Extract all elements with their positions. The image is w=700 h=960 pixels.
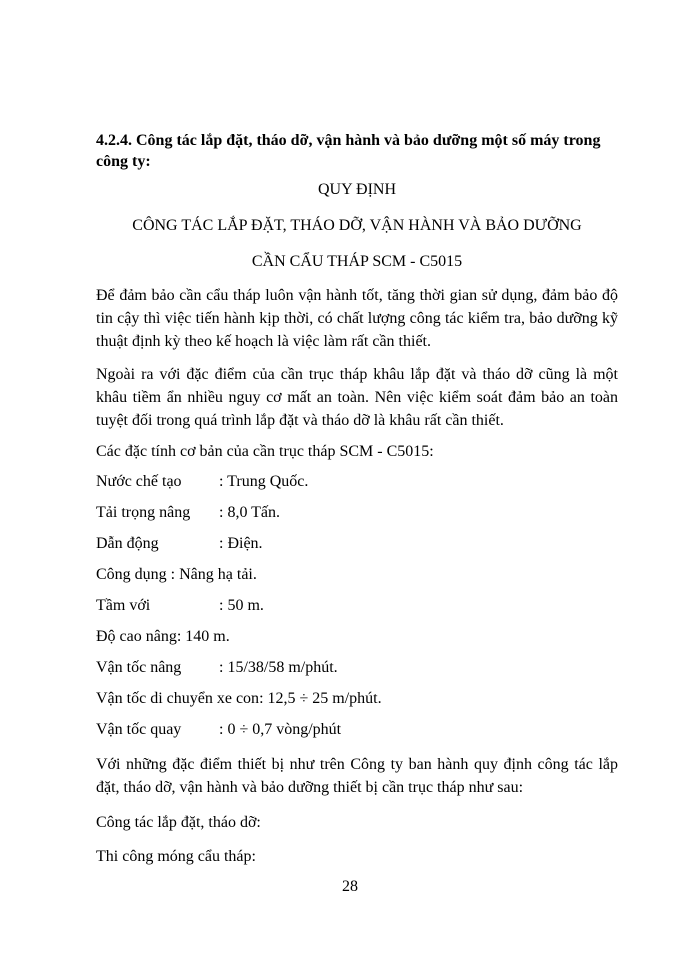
spec-label: Vận tốc quay	[96, 721, 182, 738]
paragraph-regulation: Với những đặc điểm thiết bị như trên Công ty ban hành quy định công tác lắp đặt, tháo dỡ, vận hành và bảo dưỡng thiết bị cần trục tháp như sau:	[96, 756, 618, 796]
paragraph-purpose: Để đảm bảo cần cẩu tháp luôn vận hành tốt, tăng thời gian sử dụng, đảm bảo độ tin cậy thì việc tiến hành kịp thời, có chất lượng công tác kiểm tra, bảo dưỡng kỹ thuật định kỳ theo kế hoạch là việc làm rất cần thiết.	[96, 287, 618, 350]
spec-label: Độ cao nâng	[96, 628, 177, 645]
spec-label: Nước chế tạo	[96, 473, 182, 490]
spec-row-height	[96, 627, 618, 658]
spec-value: : Nâng hạ tải.	[166, 566, 257, 583]
spec-label: Tải trọng nâng	[96, 504, 191, 521]
spec-value: : Trung Quốc.	[219, 473, 309, 490]
spec-row-reach	[96, 596, 618, 627]
spec-label: Dẫn động	[96, 535, 159, 552]
title-line-2: CÔNG TÁC LẮP ĐẶT, THÁO DỠ, VẬN HÀNH VÀ BẢO DƯỠNG	[132, 217, 582, 234]
spec-value: : 50 m.	[219, 597, 264, 614]
spec-value: : Điện.	[219, 535, 263, 552]
spec-value: : 140 m.	[176, 628, 230, 645]
spec-label: Công dụng	[96, 566, 167, 583]
section-heading: 4.2.4. Công tác lắp đặt, tháo dỡ, vận hành và bảo dưỡng một số máy trong công ty:	[96, 132, 601, 170]
title-line-3: CẦN CẨU THÁP SCM - C5015	[251, 253, 463, 270]
page-number: 28	[342, 878, 358, 895]
spec-row-trolley-speed	[96, 689, 618, 720]
spec-value: : 15/38/58 m/phút.	[219, 659, 338, 676]
spec-value: : 12,5 ÷ 25 m/phút.	[259, 690, 382, 707]
spec-label: Tầm với	[96, 597, 151, 614]
spec-row-drive	[96, 534, 618, 565]
title-line-1: QUY ĐỊNH	[317, 181, 397, 198]
spec-value: : 8,0 Tấn.	[219, 504, 281, 521]
spec-label: Vận tốc nâng	[96, 659, 182, 676]
document-page	[96, 130, 618, 875]
spec-row-lift-speed	[96, 658, 618, 689]
spec-label: Vận tốc di chuyển xe con	[96, 690, 260, 707]
spec-row-origin	[96, 472, 618, 503]
spec-row-load	[96, 503, 618, 534]
specs-intro: Các đặc tính cơ bản của cần trục tháp SCM - C5015:	[96, 443, 434, 460]
subheading-installation: Công tác lắp đặt, tháo dỡ:	[96, 814, 261, 831]
subheading-foundation: Thi công móng cẩu tháp:	[96, 848, 256, 865]
spec-value: : 0 ÷ 0,7 vòng/phút	[219, 721, 342, 738]
paragraph-safety: Ngoài ra với đặc điểm của cần trục tháp khâu lắp đặt và tháo dỡ cũng là một khâu tiềm ẩn nhiều nguy cơ mất an toàn. Nên việc kiểm soát đảm bảo an toàn tuyệt đối trong quá trình lắp đặt và tháo dỡ là khâu rất cần thiết.	[96, 366, 618, 429]
spec-row-use	[96, 565, 618, 596]
spec-row-slew-speed	[96, 720, 618, 751]
